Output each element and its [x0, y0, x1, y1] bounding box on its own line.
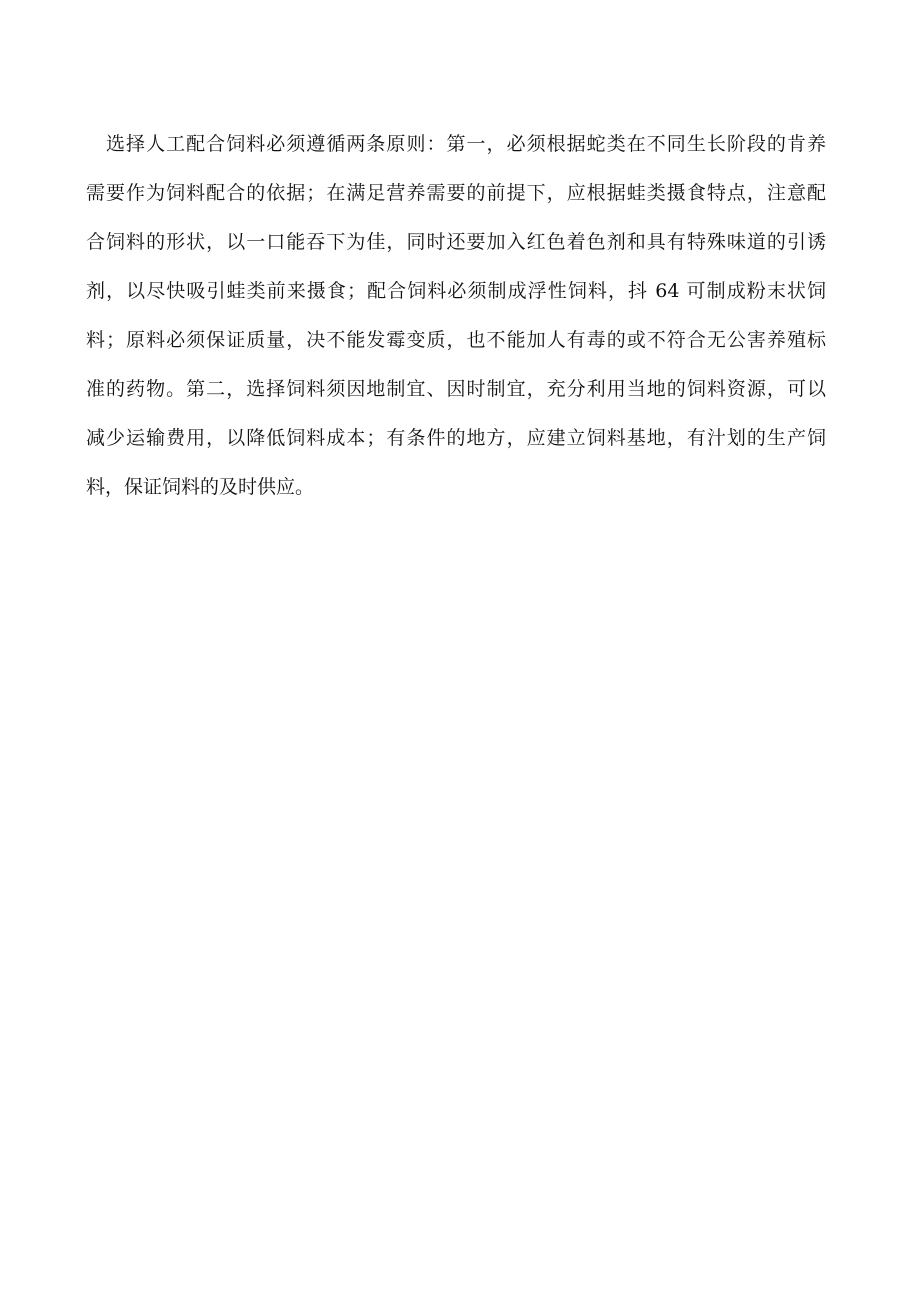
- paragraph-line-2: 需要作为饲料配合的依据；在满足营养需要的前提下，应根据蛙类摄食特点，注意配: [86, 182, 826, 204]
- paragraph-line-7: 减少运输费用，以降低饲料成本；有条件的地方，应建立饲料基地，有汁划的生产饲: [86, 427, 826, 449]
- paragraph-line-3: 合饲料的形状，以一口能吞下为佳，同时还要加入红色着色剂和具有特殊味道的引诱: [86, 231, 826, 253]
- paragraph-line-5: 料；原料必须保证质量，决不能发霉变质，也不能加人有毒的或不符合无公害养殖标: [86, 329, 826, 351]
- paragraph-line-4: 剂，以尽快吸引蛙类前来摄食；配合饲料必须制成浮性饲料，抖 64 可制成粉末状饲: [86, 280, 826, 302]
- paragraph-line-1: 选择人工配合饲料必须遵循两条原则：第一，必须根据蛇类在不同生长阶段的肯养: [86, 133, 826, 155]
- body-paragraph: [86, 120, 826, 512]
- paragraph-line-6: 准的药物。第二，选择饲料须因地制宜、因时制宜，充分利用当地的饲料资源，可以: [86, 378, 826, 400]
- paragraph-line-8: 料，保证饲料的及时供应。: [86, 476, 315, 498]
